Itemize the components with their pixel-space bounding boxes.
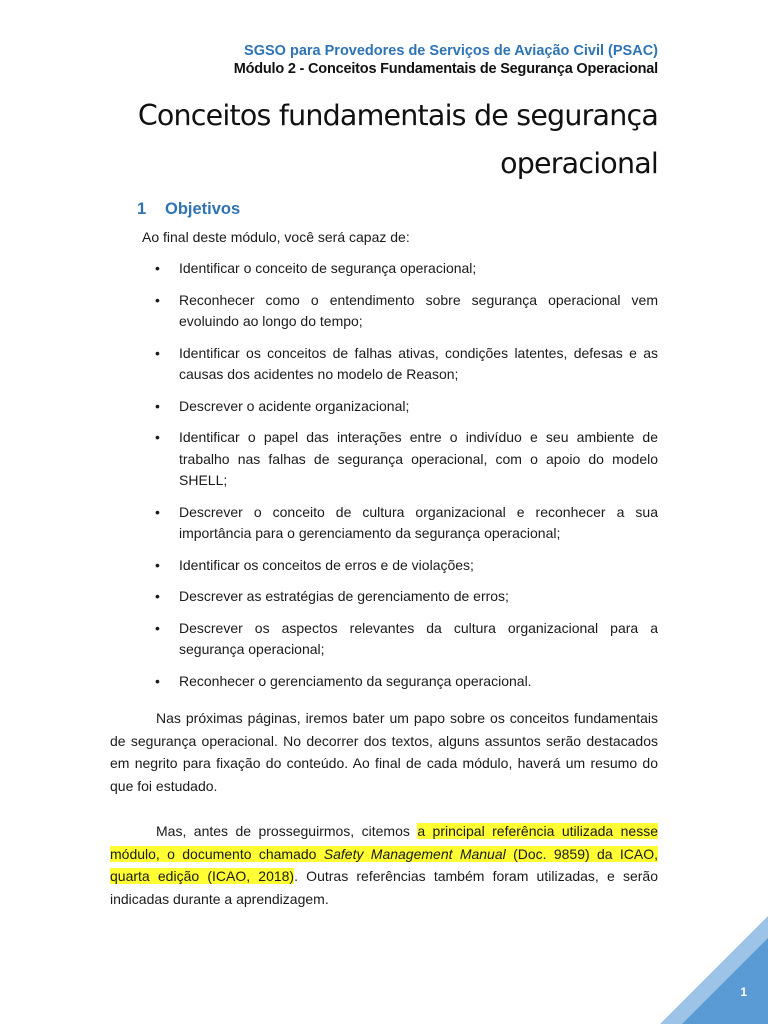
objectives-intro: Ao final deste módulo, você será capaz de:	[142, 229, 410, 245]
running-header	[234, 42, 658, 78]
objective-item: • Identificar os conceitos de falhas ativas, condições latentes, defesas e as causas dos acidentes no modelo de Reason;	[155, 343, 658, 386]
paragraph-intro: Nas próximas páginas, iremos bater um papo sobre os conceitos fundamentais de segurança operacional. No decorrer dos textos, alguns assuntos serão destacados em negrito para fixação do conteúdo. Ao final de cada módulo, haverá um resumo do que foi estudado.	[110, 710, 658, 794]
objective-item: • Identificar o papel das interações entre o indivíduo e seu ambiente de trabalho nas falhas de segurança operacional, com o apoio do modelo SHELL;	[155, 427, 658, 492]
paragraph-reference	[110, 820, 658, 910]
objective-item: • Identificar o conceito de segurança operacional;	[155, 258, 658, 280]
objective-item: • Descrever os aspectos relevantes da cultura organizacional para a segurança operacional;	[155, 618, 658, 661]
page-title-line1: Conceitos fundamentais de segurança	[137, 99, 658, 132]
objectives-list	[155, 258, 658, 702]
page-title-line2: operacional	[500, 147, 658, 180]
objective-item: • Descrever o acidente organizacional;	[155, 396, 658, 418]
objective-item: • Descrever as estratégias de gerenciamento de erros;	[155, 586, 658, 608]
section-heading	[137, 199, 240, 219]
paragraph-reference-end: . Outras referências também foram utilizadas, e serão indicadas durante a aprendizagem.	[110, 868, 658, 907]
page-number: 1	[740, 985, 747, 999]
section-number: 1	[137, 200, 147, 218]
header-course-title: SGSO para Provedores de Serviços de Aviação Civil (PSAC)	[244, 43, 658, 59]
section-title: Objetivos	[165, 200, 241, 218]
objective-item: • Reconhecer o gerenciamento da segurança operacional.	[155, 671, 658, 693]
header-module-title: Módulo 2 - Conceitos Fundamentais de Segurança Operacional	[233, 61, 658, 77]
objective-item: • Identificar os conceitos de erros e de violações;	[155, 555, 658, 577]
objective-item: • Reconhecer como o entendimento sobre segurança operacional vem evoluindo ao longo do tempo;	[155, 290, 658, 333]
corner-triangle-dark	[682, 938, 768, 1024]
document-title: Safety Management Manual	[323, 845, 506, 862]
page-title	[98, 92, 658, 188]
highlight-text-start: a principal referência utilizada nesse módulo, o documento chamado	[110, 823, 659, 862]
paragraph-reference-start: Mas, antes de prosseguirmos, citemos	[156, 823, 418, 839]
highlight-text-end: (Doc. 9859) da ICAO, quarta edição (ICAO, 2018)	[110, 845, 658, 885]
objective-item: • Descrever o conceito de cultura organizacional e reconhecer a sua importância para o gerenciamento da segurança operacional;	[155, 502, 658, 545]
corner-triangle-decoration	[660, 916, 768, 1024]
